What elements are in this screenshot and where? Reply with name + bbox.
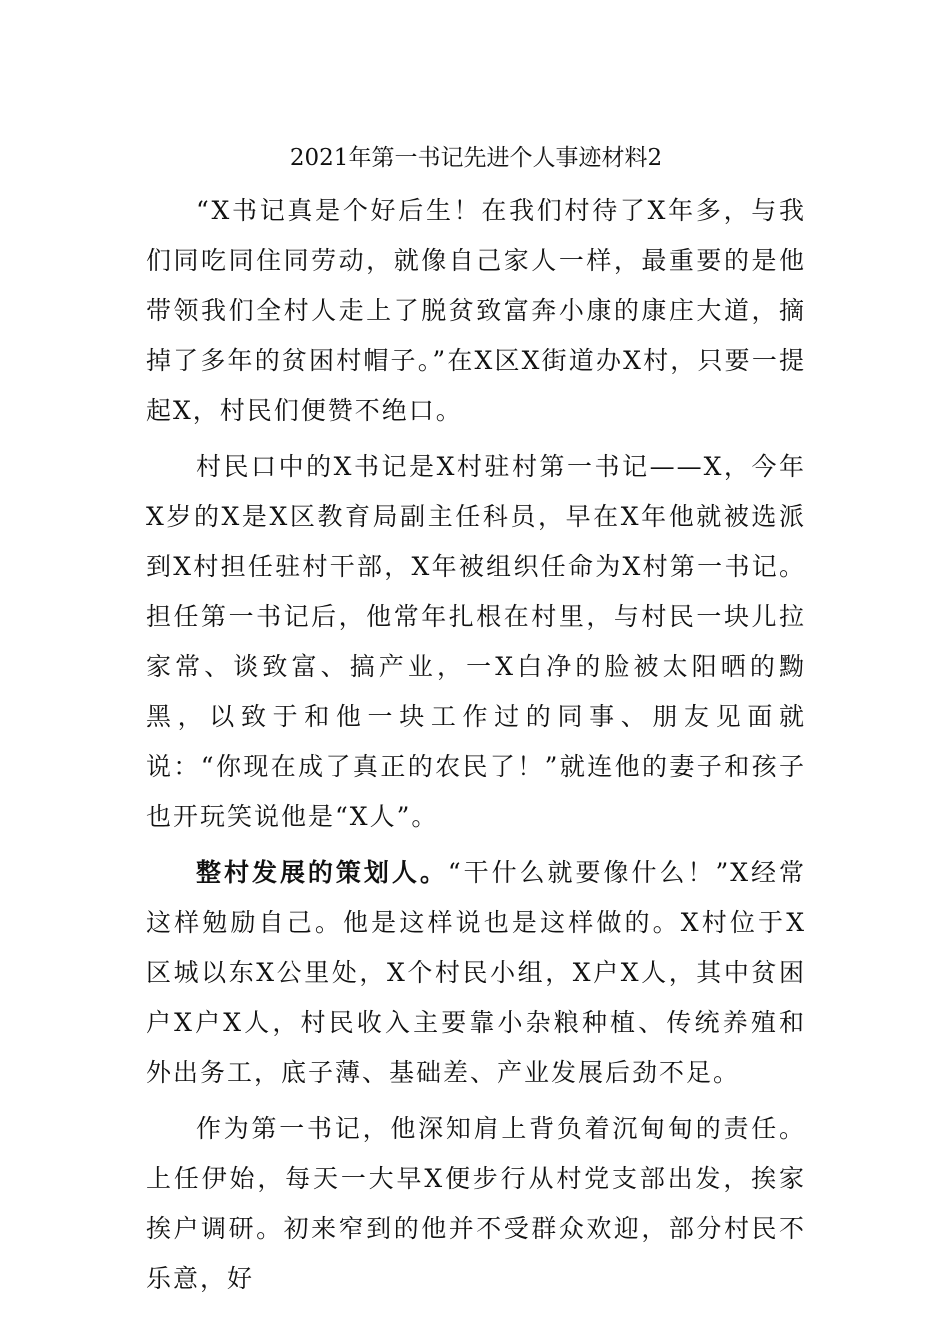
paragraph-1 [146, 186, 806, 436]
document-title: 2021年第一书记先进个人事迹材料2 [289, 145, 663, 171]
paragraph-4 [146, 1104, 806, 1304]
paragraph-text: 作为第一书记，他深知肩上背负着沉甸甸的责任。上任伊始，每天一大早X便步行从村党支部出发，挨家挨户调研。初来窄到的他并不受群众欢迎，部分村民不乐意，好 [146, 1114, 806, 1293]
paragraph-text: 村民口中的X书记是X村驻村第一书记——X，今年X岁的X是X区教育局副主任科员，早在X年他就被选派到X村担任驻村干部，X年被组织任命为X村第一书记。担任第一书记后，他常年扎根在村里，与村民一块儿拉家常、谈致富、搞产业，一X白净的脸被太阳晒的黝黑，以致于和他一块工作过的同事、朋友见面就说：“你现在成了真正的农民了！”就连他的妻子和孩子也开玩笑说他是“X人”。 [146, 452, 806, 831]
paragraph-text: “干什么就要像什么！”X经常这样勉励自己。他是这样说也是这样做的。X村位于X区城以东X公里处，X个村民小组，X户X人，其中贫困户X户X人，村民收入主要靠小杂粮种植、传统养殖和外出务工，底子薄、基础差、产业发展后劲不足。 [146, 858, 806, 1087]
paragraph-2 [146, 442, 806, 842]
paragraph-lead-heading: 整村发展的策划人。 [196, 858, 448, 887]
paragraph-text: “X书记真是个好后生！在我们村待了X年多，与我们同吃同住同劳动，就像自己家人一样，最重要的是他带领我们全村人走上了脱贫致富奔小康的康庄大道，摘掉了多年的贫困村帽子。”在X区X街道办X村，只要一提起X，村民们便赞不绝口。 [146, 196, 806, 425]
paragraph-3 [146, 848, 806, 1098]
document-body [146, 138, 806, 1310]
